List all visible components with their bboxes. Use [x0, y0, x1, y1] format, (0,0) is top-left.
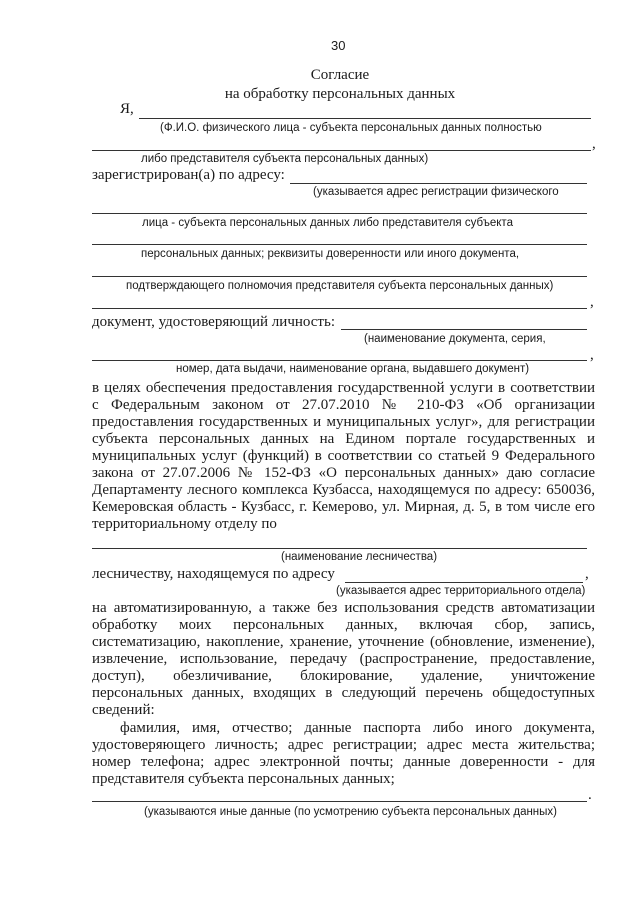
paragraph-line: фамилия, имя, отчество; данные паспорта либо иного документа, — [120, 720, 595, 736]
paragraph-line: систематизацию, накопление, хранение, уточнение (обновление, изменение), — [92, 634, 595, 650]
id-doc-line-2[interactable] — [92, 360, 587, 361]
id-doc-line[interactable] — [341, 329, 587, 330]
hint-addr-1: (указывается адрес регистрации физического — [313, 186, 559, 198]
paragraph-line: муниципальных услуг (функций) в соответствии со статьей 9 Федерального — [92, 448, 595, 464]
hint-doc-1: (наименование документа, серия, — [364, 333, 546, 345]
hint-addr-4: подтверждающего полномочия представителя субъекта персональных данных) — [126, 280, 554, 292]
hint-forestry: (наименование лесничества) — [281, 551, 438, 563]
ya-label: Я, — [120, 101, 134, 117]
paragraph-line: предоставления государственных и муниципальных услуг», для регистрации — [92, 414, 595, 430]
paragraph-line: территориальному отделу по — [92, 516, 277, 532]
address-line-3[interactable] — [92, 244, 587, 245]
hint-addr-2: лица - субъекта персональных данных либо представителя субъекта — [142, 217, 513, 229]
address-line[interactable] — [290, 183, 587, 184]
address-line-5[interactable] — [92, 308, 587, 309]
id-doc-label: документ, удостоверяющий личность: — [92, 314, 335, 330]
hint-terr-addr: (указывается адрес территориального отдела) — [336, 585, 586, 597]
paragraph-line: доступ), обезличивание, блокирование, удаление, уничтожение — [92, 668, 595, 684]
paragraph-line: субъекта персональных данных на Едином портале государственных и — [92, 431, 595, 447]
forestry-label: лесничеству, находящемуся по адресу — [92, 566, 335, 582]
hint-addr-3: персональных данных; реквизиты доверенности или иного документа, — [141, 248, 520, 260]
hint-other: (указываются иные данные (по усмотрению субъекта персональных данных) — [144, 806, 558, 818]
paragraph-line: на автоматизированную, а также без использования средств автоматизации — [92, 600, 595, 616]
fio-line-2[interactable] — [92, 150, 591, 151]
hint-fio-1: (Ф.И.О. физического лица - субъекта персональных данных полностью — [160, 122, 542, 134]
paragraph-line: с Федеральным законом от 27.07.2010 № 210-ФЗ «Об организации — [92, 397, 595, 413]
forestry-address-line[interactable] — [345, 582, 583, 583]
comma: , — [590, 347, 594, 363]
address-line-4[interactable] — [92, 276, 587, 277]
paragraph-line: Кемеровская область - Кузбасс, г. Кемерово, ул. Мирная, д. 5, в том числе его — [92, 499, 595, 515]
paragraph-line: обработку моих персональных данных, включая сбор, запись, — [92, 617, 595, 633]
registered-label: зарегистрирован(а) по адресу: — [92, 167, 285, 183]
fio-line[interactable] — [139, 118, 591, 119]
paragraph-line: представителя субъекта персональных данных; — [92, 771, 395, 787]
paragraph-line: закона от 27.07.2006 № 152-ФЗ «О персональных данных» даю согласие — [92, 465, 595, 481]
comma: , — [590, 294, 594, 310]
paragraph-line: в целях обеспечения предоставления государственной услуги в соответствии — [92, 380, 595, 396]
paragraph-line: Департаменту лесного комплекса Кузбасса, находящемуся по адресу: 650036, — [92, 482, 595, 498]
title-line-1: Согласие — [310, 67, 370, 83]
paragraph-line: сведений: — [92, 702, 155, 718]
forestry-name-line[interactable] — [92, 548, 587, 549]
address-line-2[interactable] — [92, 213, 587, 214]
other-data-line[interactable] — [92, 801, 587, 802]
paragraph-line: персональных данных, входящих в следующий перечень общедоступных — [92, 685, 595, 701]
hint-fio-2: либо представителя субъекта персональных данных) — [141, 153, 429, 165]
page-number: 30 — [331, 38, 346, 53]
paragraph-line: извлечение, использование, передачу (распространение, предоставление, — [92, 651, 595, 667]
comma: , — [592, 136, 596, 152]
paragraph-line: удостоверяющего личность; адрес регистрации; адрес места жительства; — [92, 737, 595, 753]
title-line-2: на обработку персональных данных — [224, 86, 456, 102]
period: . — [588, 787, 592, 803]
hint-doc-2: номер, дата выдачи, наименование органа, выдавшего документ) — [176, 363, 530, 375]
paragraph-line: номер телефона; адрес электронной почты; данные доверенности - для — [92, 754, 595, 770]
comma: , — [585, 566, 589, 582]
